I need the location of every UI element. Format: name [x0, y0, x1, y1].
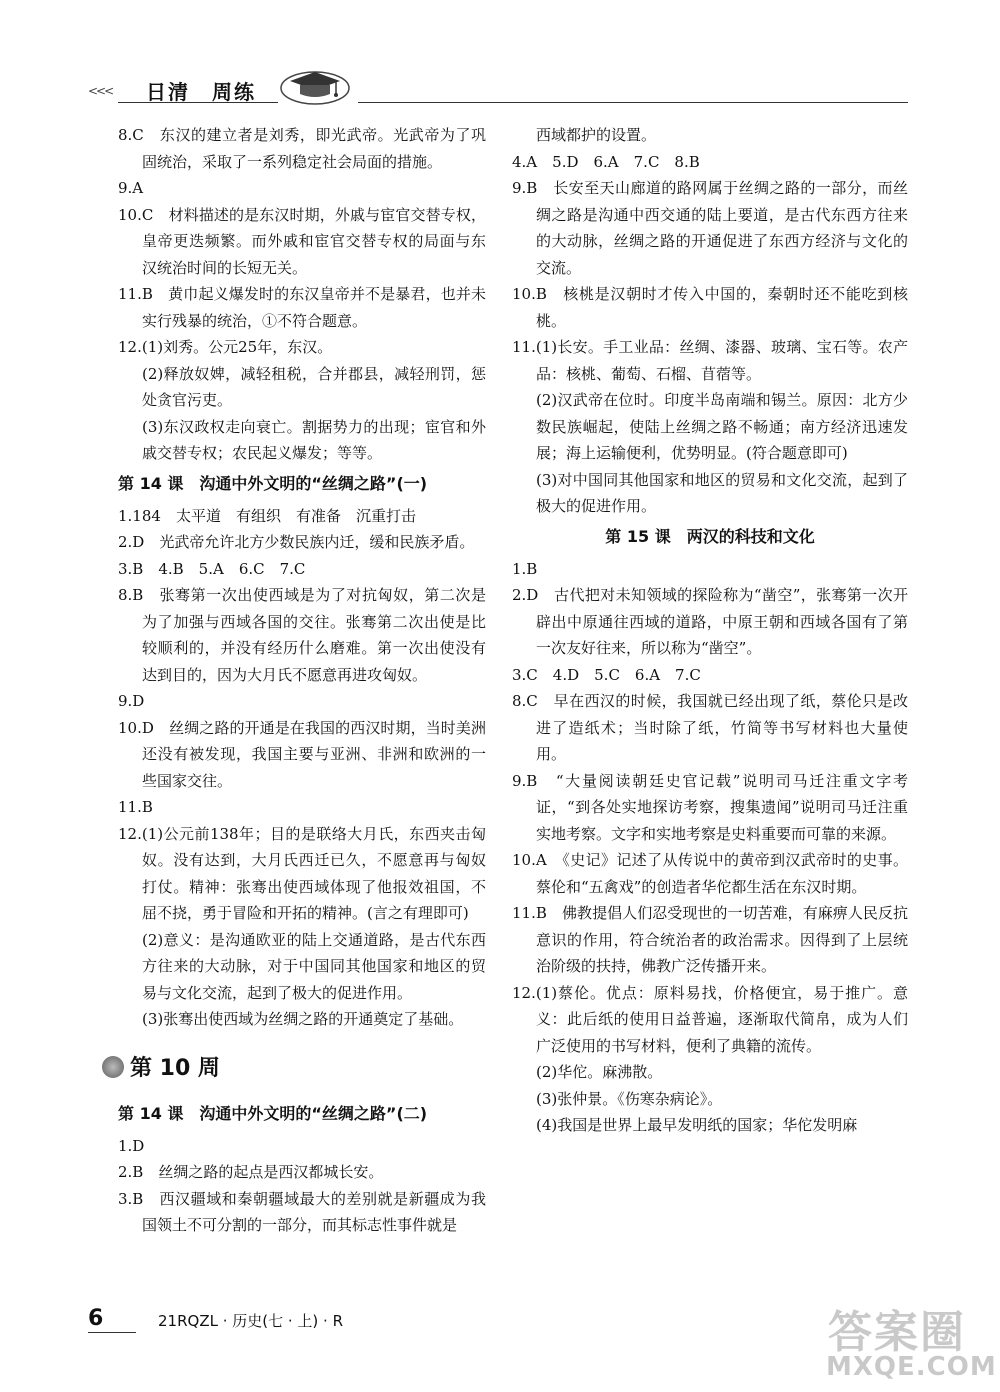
answer-item: 11.B 黄巾起义爆发时的东汉皇帝并不是暴君，也并未实行残暴的统治，①不符合题意。: [118, 285, 486, 330]
answer-item: 10.C 材料描述的是东汉时期，外戚与宦官交替专权，皇帝更迭频繁。而外戚和宦官交替专权的局面与东汉统治时间的长短无关。: [118, 205, 486, 277]
lesson-heading: 第 14 课 沟通中外文明的“丝绸之路”(二): [118, 1103, 428, 1123]
answer-item: (3)张骞出使西域为丝绸之路的开通奠定了基础。: [142, 1010, 464, 1028]
header-title: 日清 周练: [146, 80, 256, 104]
answer-item: 1.D: [118, 1136, 145, 1155]
answer-item: 12.(1)刘秀。公元25年，东汉。: [118, 338, 333, 356]
answer-item: 3.C 4.D 5.C 6.A 7.C: [512, 665, 701, 684]
page-footer: [88, 1306, 588, 1336]
answer-item: 8.B 张骞第一次出使西域是为了对抗匈奴，第二次是为了加强与西域各国的交往。张骞第二次出使是比较顺利的，并没有经历什么磨难。第一次出使没有达到目的，因为大月氏不愿意再进攻匈奴。: [118, 586, 486, 684]
answer-item: 12.(1)公元前138年；目的是联络大月氏，东西夹击匈奴。没有达到，大月氏西迁已久，不愿意再与匈奴打仗。精神：张骞出使西域体现了他报效祖国，不屈不挠，勇于冒险和开拓的精神。(言之有理即可): [118, 824, 486, 922]
header-rule: [358, 102, 908, 103]
answer-item: (3)东汉政权走向衰亡。割据势力的出现；宦官和外戚交替专权；农民起义爆发；等等。: [142, 417, 486, 462]
answer-item: 9.A: [118, 179, 144, 197]
graduation-cap-icon: [278, 66, 352, 106]
answer-item: 10.B 核桃是汉朝时才传入中国的，秦朝时还不能吃到核桃。: [512, 285, 908, 330]
answer-item: 9.D: [118, 692, 145, 710]
watermark-url: MXQE.COM: [826, 1352, 997, 1382]
book-code: 21RQZL · 历史(七 · 上) · R: [158, 1312, 343, 1330]
watermark-logo-text: 答案圈: [828, 1307, 966, 1358]
answer-item: 9.B 长安至天山廊道的路网属于丝绸之路的一部分，而丝绸之路是沟通中西交通的陆上要道，是古代东西方往来的大动脉，丝绸之路的开通促进了东西方经济与文化的交流。: [512, 179, 908, 277]
answer-item: 8.C 东汉的建立者是刘秀，即光武帝。光武帝为了巩固统治，采取了一系列稳定社会局面的措施。: [118, 126, 486, 171]
answer-item: (3)张仲景。《伤寒杂病论》。: [536, 1089, 723, 1108]
answer-item: 11.(1)长安。手工业品：丝绸、漆器、玻璃、宝石等。农产品：核桃、葡萄、石榴、苜蓿等。: [512, 338, 908, 383]
answer-item: 3.B 西汉疆域和秦朝疆域最大的差别就是新疆成为我国领土不可分割的一部分，而其标志性事件就是: [118, 1189, 486, 1234]
answer-item: 12.(1)蔡伦。优点：原料易找，价格便宜，易于推广。意义：此后纸的使用日益普遍，逐渐取代简帛，成为人们广泛使用的书写材料，便利了典籍的流传。: [512, 983, 908, 1055]
answer-item: 11.B: [118, 798, 153, 816]
arrow-decoration: <<<: [88, 84, 113, 98]
week-title: 第 10 周: [130, 1056, 220, 1081]
answer-item: 3.B 4.B 5.A 6.C 7.C: [118, 559, 306, 578]
page-number: 6: [88, 1306, 104, 1331]
answer-item: 10.D 丝绸之路的开通是在我国的西汉时期，当时美洲还没有被发现，我国主要与亚洲、非洲和欧洲的一些国家交往。: [118, 718, 486, 790]
answer-item: 4.A 5.D 6.A 7.C 8.B: [512, 152, 700, 171]
page-number-underline: [88, 1332, 136, 1333]
answer-item: 2.D 光武帝允许北方少数民族内迁，缓和民族矛盾。: [118, 533, 475, 551]
week-badge-icon: [102, 1056, 124, 1078]
answer-item: 11.B 佛教提倡人们忍受现世的一切苦难，有麻痹人民反抗意识的作用，符合统治者的政治需求。因得到了上层统治阶级的扶持，佛教广泛传播开来。: [512, 904, 908, 975]
answer-item: 西域都护的设置。: [536, 126, 657, 144]
page-header: [88, 74, 908, 108]
answer-item: 8.C 早在西汉的时候，我国就已经出现了纸，蔡伦只是改进了造纸术；当时除了纸，竹简等书写材料也大量使用。: [512, 692, 908, 763]
answer-item: (2)汉武帝在位时。印度半岛南端和锡兰。原因：北方少数民族崛起，使陆上丝绸之路不畅通；南方经济迅速发展；海上运输便利，优势明显。(符合题意即可): [536, 391, 908, 462]
lesson-heading: 第 15 课 两汉的科技和文化: [605, 526, 815, 546]
answer-item: 10.A 《史记》记述了从传说中的黄帝到汉武帝时的史事。蔡伦和“五禽戏”的创造者华佗都生活在东汉时期。: [512, 851, 908, 896]
right-column: [512, 122, 908, 1139]
answer-item: 1.B: [512, 559, 538, 578]
watermark: [822, 1296, 997, 1386]
left-column: [118, 122, 486, 1239]
answer-item: 9.B “大量阅读朝廷史官记载”说明司马迁注重文字考证，“到各处实地探访考察，搜集遗闻”说明司马迁注重实地考察。文字和实地考察是史料重要而可靠的来源。: [512, 771, 908, 843]
lesson-heading: 第 14 课 沟通中外文明的“丝绸之路”(一): [118, 473, 428, 493]
answer-item: (2)意义：是沟通欧亚的陆上交通道路，是古代东西方往来的大动脉，对于中国同其他国家和地区的贸易与文化交流，起到了极大的促进作用。: [142, 930, 486, 1002]
week-banner: [102, 1049, 486, 1085]
answer-item: 2.B 丝绸之路的起点是西汉都城长安。: [118, 1163, 384, 1181]
answer-item: 2.D 古代把对未知领域的探险称为“凿空”，张骞第一次开辟出中原通往西域的道路，中原王朝和西域各国有了第一次友好往来，所以称为“凿空”。: [512, 586, 908, 657]
answer-item: (3)对中国同其他国家和地区的贸易和文化交流，起到了极大的促进作用。: [536, 470, 908, 515]
answer-item: (2)释放奴婢，减轻租税，合并郡县，减轻刑罚，惩处贪官污吏。: [142, 364, 486, 409]
answer-item: (2)华佗。麻沸散。: [536, 1063, 663, 1081]
answer-item: 1.184 太平道 有组织 有准备 沉重打击: [118, 506, 416, 525]
answer-item: (4)我国是世界上最早发明纸的国家；华佗发明麻: [536, 1116, 858, 1134]
